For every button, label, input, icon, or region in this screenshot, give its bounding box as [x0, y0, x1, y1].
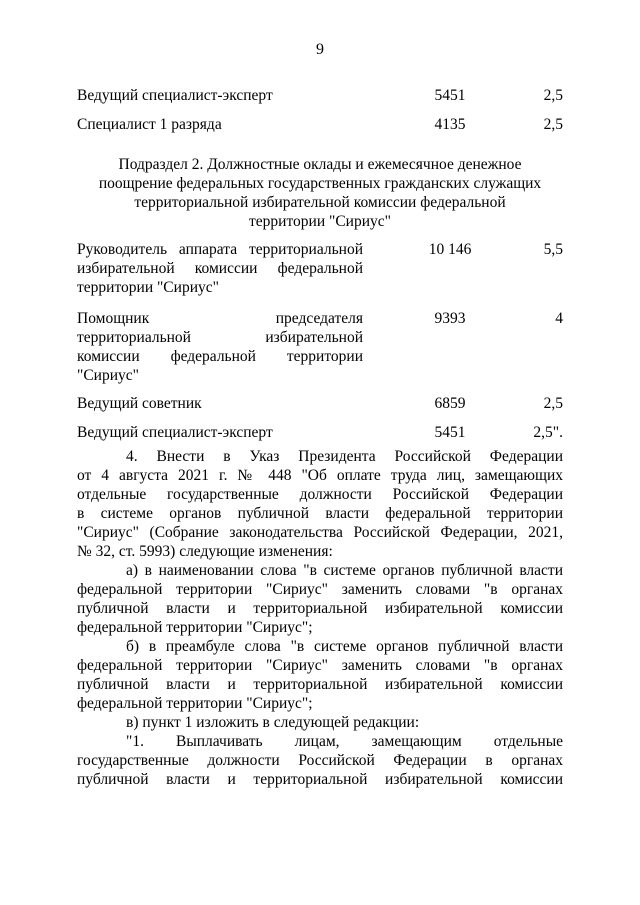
salary-value: 5451 — [434, 87, 466, 104]
coefficient-value: 4 — [555, 310, 563, 327]
coefficient-value: 2,5 — [543, 87, 563, 104]
coefficient-value: 2,5 — [543, 395, 563, 412]
position-title: Помощник председателя территориальной избирательной комиссии федеральной территории "Сириус" — [77, 310, 363, 384]
position-title: Специалист 1 разряда — [77, 116, 222, 133]
position-title: Ведущий специалист-эксперт — [77, 87, 273, 104]
position-title: Ведущий советник — [77, 395, 202, 412]
paragraph-subitem-a: а) в наименовании слова "в системе органов публичной власти федеральной территории "Сириус" заменить словами "в органах публичной власти и территориальной избирательной комиссии федеральной территории "Сириус"; — [77, 562, 563, 636]
paragraph-item-4: 4. Внести в Указ Президента Российской Федерации от 4 августа 2021 г. № 448 "Об оплате труда лиц, замещающих отдельные государственные должности Российской Федерации в системе органов публичной власти федеральной территории "Сириус" (Собрание законодательства Российской Федерации, 2021, № 32, ст. 5993) следующие изменения: — [77, 448, 563, 560]
coefficient-value: 2,5". — [533, 424, 563, 441]
position-title: Ведущий специалист-эксперт — [77, 424, 273, 441]
paragraph-subitem-c: в) пункт 1 изложить в следующей редакции: — [126, 714, 420, 731]
paragraph-quote: "1. Выплачивать лицам, замещающим отдельные государственные должности Российской Федерации в органах публичной власти и территориальной избирательной комиссии — [77, 733, 563, 788]
coefficient-value: 5,5 — [543, 241, 563, 258]
subsection-title: Подраздел 2. Должностные оклады и ежемесячное денежное поощрение федеральных государственных гражданских служащих территориальной избирательной комиссии федеральной территории "Сириус" — [98, 156, 542, 230]
coefficient-value: 2,5 — [543, 116, 563, 133]
page-number: 9 — [316, 41, 324, 58]
salary-value: 10 146 — [428, 241, 472, 258]
paragraph-subitem-b: б) в преамбуле слова "в системе органов публичной власти федеральной территории "Сириус" заменить словами "в органах публичной власти и территориальной избирательной комиссии федеральной территории "Сириус"; — [77, 638, 563, 712]
salary-value: 4135 — [434, 116, 466, 133]
salary-value: 9393 — [434, 310, 466, 327]
salary-value: 5451 — [434, 424, 466, 441]
position-title: Руководитель аппарата территориальной избирательной комиссии федеральной территории "Сириус" — [77, 241, 363, 296]
salary-value: 6859 — [434, 395, 466, 412]
